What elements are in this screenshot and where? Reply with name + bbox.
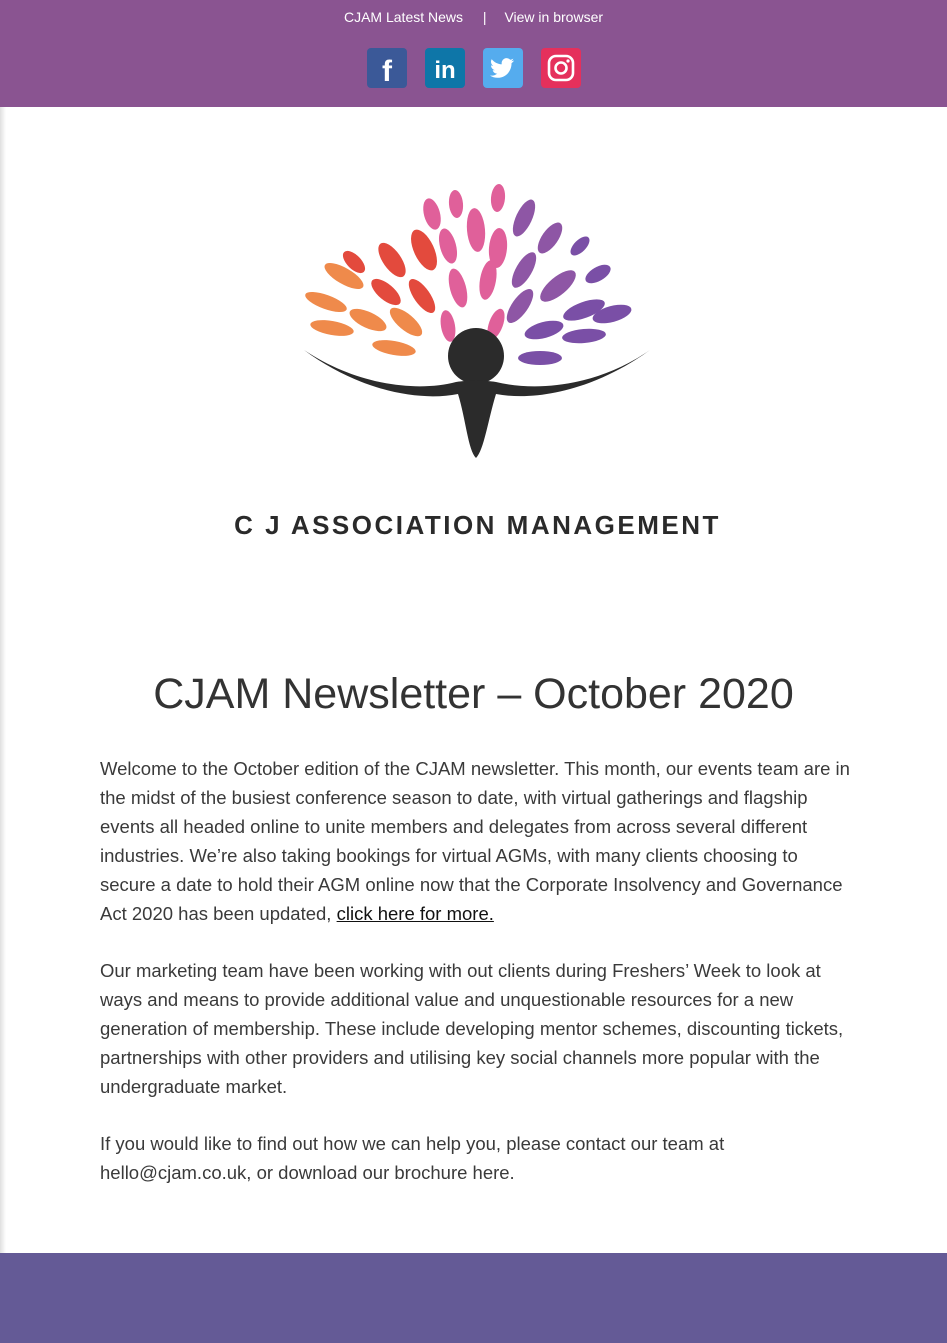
click-here-link[interactable]: click here for more. (336, 903, 494, 924)
svg-text:in: in (434, 57, 456, 84)
paragraph-marketing: Our marketing team have been working with out clients during Freshers’ Week to look at ways and means to provide additional value and unquestionable resources for a new generation of membership. These include developing mentor schemes, discounting tickets, partnerships with other providers and utilising key social channels more popular with the undergraduate market. (100, 960, 844, 1097)
paragraph-contact: If you would like to find out how we can help you, please contact our team at hello@cjam.co.uk, or download our brochure here. (100, 1133, 725, 1183)
header-links (0, 9, 947, 25)
facebook-icon[interactable] (367, 48, 407, 88)
header-separator: | (482, 9, 487, 25)
linkedin-icon[interactable] (425, 48, 465, 88)
paragraph-intro-text: Welcome to the October edition of the CJAM newsletter. This month, our events team are in the midst of the busiest conference season to date, with virtual gatherings and flagship events all headed online to unite members and delegates from across several different industries. We’re also taking bookings for virtual AGMs, with many clients choosing to secure a date to hold their AGM online now that the Corporate Insolvency and Governance Act 2020 has been updated, (100, 758, 850, 924)
header-bar (0, 0, 947, 107)
latest-news-link[interactable]: CJAM Latest News (343, 9, 464, 25)
social-icons (367, 48, 581, 88)
brand-name: C J ASSOCIATION MANAGEMENT (234, 510, 721, 540)
view-in-browser-link[interactable]: View in browser (504, 9, 604, 25)
cjam-logo (298, 180, 658, 475)
instagram-icon[interactable] (541, 48, 581, 88)
newsletter-body (100, 754, 850, 1215)
footer-bar (0, 1253, 947, 1343)
twitter-icon[interactable] (483, 48, 523, 88)
paragraph-intro (100, 754, 850, 928)
newsletter-title: CJAM Newsletter – October 2020 (153, 670, 794, 718)
svg-text:f: f (382, 55, 392, 88)
